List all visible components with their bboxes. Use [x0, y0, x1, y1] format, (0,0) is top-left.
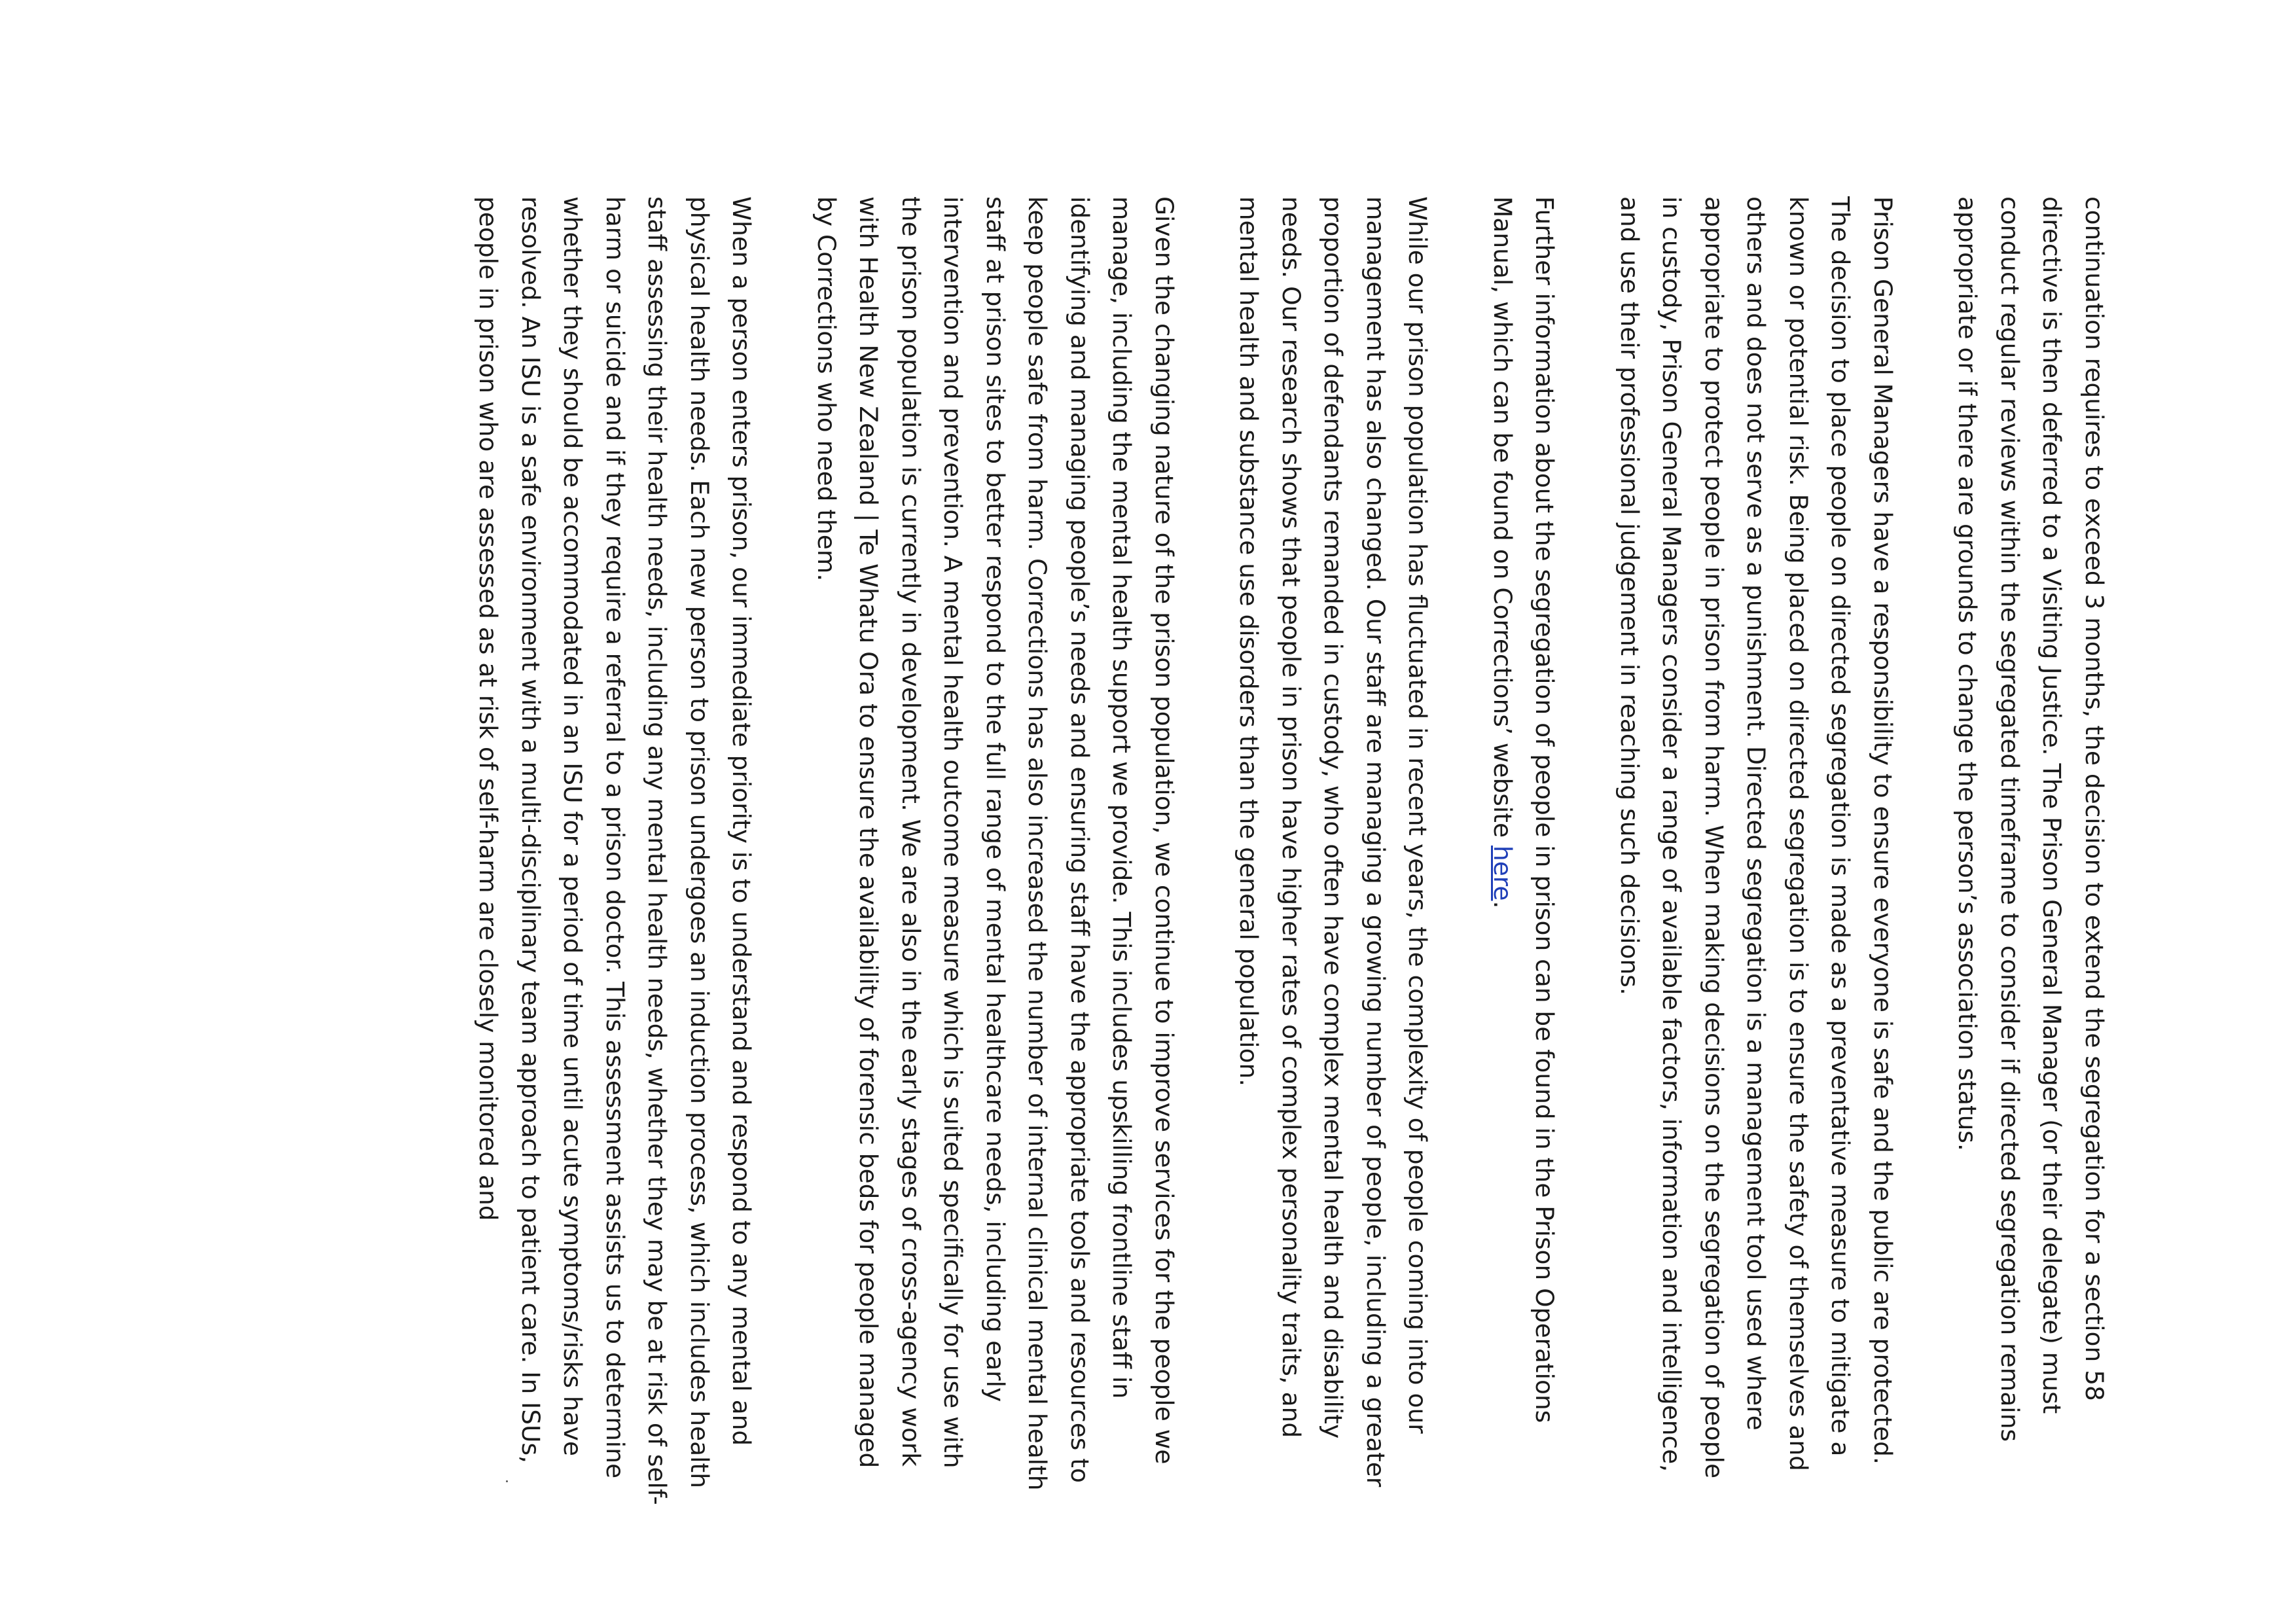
- further-information-text: Further information about the segregation of people in prison can be found in the Prison Operations Manual, which can be found on Corrections’ website: [1488, 196, 1560, 1423]
- paragraph-mental-health-services: Given the changing nature of the prison population, we continue to improve services for the people we manage, including the mental health support we provide. This includes upskilling frontline staff in identifying and managing people’s needs and ensuring staff have the appropriate tools and resources to keep people safe from harm. Corrections has also increased the number of internal clinical mental health staff at prison sites to better respond to the full range of mental healthcare needs, including early intervention and prevention. A mental health outcome measure which is suited specifically for use with the prison population is currently in development. We are also in the early stages of cross-agency work with Health New Zealand | Te Whatu Ora to ensure the availability of forensic beds for people managed by Corrections who need them.: [812, 196, 1179, 1491]
- paragraph-prison-induction: When a person enters prison, our immediate priority is to understand and respond to any mental and physical health needs. Each new person to prison undergoes an induction process, which includes health staff assessing their health needs, including any mental health needs, whether they may be at risk of self-harm or suicide and if they require a referral to a prison doctor. This assessment assists us to determine whether they should be accommodated in an ISU for a period of time until acute symptoms/risks have resolved. An ISU is a safe environment with a multi-disciplinary team approach to patient care. In ISUs, people in prison who are assessed as at risk of self-harm are closely monitored and: [474, 196, 757, 1505]
- further-information-end: .: [1488, 901, 1517, 909]
- rotated-text-block: [467, 196, 2115, 1505]
- paragraph-further-information: [1482, 196, 1566, 1505]
- paragraph-prison-population-complexity: While our prison population has fluctuated in recent years, the complexity of people coming into our management has also changed. Our staff are managing a growing number of people, including a greater proportion of defendants remanded in custody, who often have complex mental health and disability needs. Our research shows that people in prison have higher rates of complex personality traits, and mental health and substance use disorders than the general population.: [1234, 196, 1433, 1488]
- scan-speck: [506, 1480, 508, 1482]
- corrections-website-link[interactable]: here: [1488, 845, 1517, 901]
- paragraph-segregation-continuation: continuation requires to exceed 3 months, the decision to extend the segregation for a section 58 directive is then deferred to a Visiting Justice. The Prison General Manager (or their delegate) must conduct regular reviews within the segregated timeframe to consider if directed segregation remains appropriate or if there are grounds to change the person’s association status.: [1953, 196, 2109, 1442]
- paragraph-general-managers-responsibility: Prison General Managers have a responsibility to ensure everyone is safe and the public are protected. The decision to place people on directed segregation is made as a preventative measure to mitigate a known or potential risk. Being placed on directed segregation is to ensure the safety of themselves and others and does not serve as a punishment. Directed segregation is a management tool used where appropriate to protect people in prison from harm. When making decisions on the segregation of people in custody, Prison General Managers consider a range of available factors, information and intelligence, and use their professional judgement in reaching such decisions.: [1615, 196, 1897, 1479]
